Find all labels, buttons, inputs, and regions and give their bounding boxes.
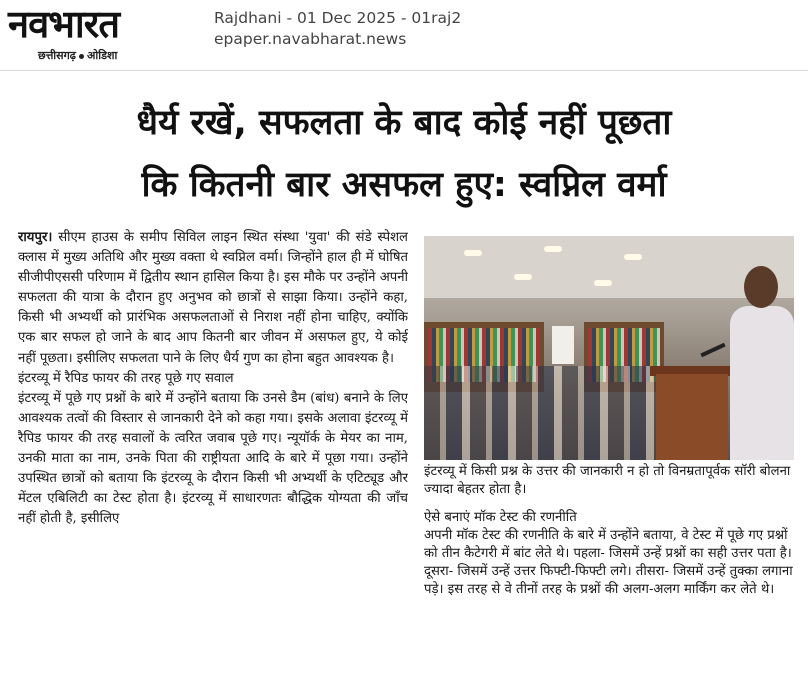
- article-paragraph-3: अपनी मॉक टेस्ट की रणनीति के बारे में उन्होंने बताया, वे टेस्ट में पूछे गए प्रश्नों को तीन कैटेगरी में बांट लेते थे। पहला- जिसमें उन्हें प्रश्नों का सही उत्तर पता है। दूसरा- जिसमें उन्हें उत्तर फिफ्टी-फिफ्टी लगे। तीसरा- जिसमें उन्हें तुक्का लगाना पड़े। इस तरह से वे तीनों तरह के प्रश्नों की अलग-अलग मार्किंग कर लेते थे।: [424, 528, 793, 597]
- ceiling-light: [594, 280, 612, 286]
- region-odisha: ओडिशा: [86, 49, 118, 62]
- microphone-icon: [700, 343, 725, 358]
- speaker-body: [730, 306, 794, 460]
- headline-line-2: कि कितनी बार असफल हुए: स्वप्निल वर्मा: [141, 165, 667, 205]
- paragraph-1-text: सीएम हाउस के समीप सिविल लाइन स्थित संस्था 'युवा' की संडे स्पेशल क्लास में मुख्य अतिथि और मुख्य वक्ता थे स्वप्निल वर्मा। जिन्होंने हाल ही में घोषित सीजीपीएससी परिणाम में द्वितीय स्थान हासिल किया है। इस मौके पर उन्होंने अपनी सफलता की यात्रा के दौरान हुए अनुभव को छात्रों से साझा किया। उन्होंने कहा, किसी भी अभ्यर्थी को प्रारंभिक असफलताओं से निराश नहीं होना चाहिए, क्योंकि एक बार सफल हो जाने के बाद आप कितनी बार जीवन में असफल हुए, ये कोई नहीं पूछता। इसीलिए सफलता पाने के लिए धैर्य गुण का होना बहुत आवश्यक है।: [18, 230, 408, 366]
- article-left-column: [18, 228, 408, 674]
- yuva-banner: [552, 326, 574, 364]
- article-headline: [0, 92, 808, 216]
- ceiling-light: [464, 250, 482, 256]
- article-paragraph-1: [18, 228, 408, 369]
- masthead-divider: [0, 70, 808, 71]
- headline-line-1: धैर्य रखें, सफलता के बाद कोई नहीं पूछता: [136, 103, 672, 143]
- region-chhattisgarh: छत्तीसगढ़: [38, 49, 76, 62]
- photo-caption: इंटरव्यू में किसी प्रश्न के उत्तर की जानकारी न हो तो विनम्रतापूर्वक सॉरी बोलना ज्यादा बेहतर होता है।: [424, 464, 791, 497]
- epaper-url[interactable]: epaper.navabharat.news: [214, 30, 407, 48]
- edition-line: Rajdhani - 01 Dec 2025 - 01raj2: [214, 9, 462, 27]
- logo-regions: [38, 48, 117, 63]
- article-subhead-1: इंटरव्यू में रैपिड फायर की तरह पूछे गए सवाल: [18, 370, 234, 386]
- dateline: रायपुर।: [18, 230, 53, 245]
- masthead: [0, 0, 808, 66]
- speaker-figure: [724, 266, 794, 460]
- newspaper-logo: [4, 2, 200, 64]
- podium: [656, 374, 728, 460]
- edition-meta: [214, 8, 461, 50]
- ceiling-light: [514, 274, 532, 280]
- article-subhead-2: ऐसे बनाएं मॉक टेस्ट की रणनीति: [424, 510, 577, 525]
- bullet-dot-icon: [79, 54, 84, 59]
- speaker-head: [744, 266, 778, 308]
- ceiling-light: [544, 246, 562, 252]
- event-photo: [424, 236, 794, 460]
- ceiling-light: [624, 254, 642, 260]
- logo-text: नवभारत: [8, 2, 119, 46]
- article-right-column: [424, 463, 796, 599]
- article-paragraph-2: इंटरव्यू में पूछे गए प्रश्नों के बारे में उन्होंने बताया कि उनसे डैम (बांध) बनाने के लिए आवश्यक तत्वों की विस्तार से जानकारी देने को कहा गया। इसके अलावा इंटरव्यू में रैपिड फायर की तरह सवालों के त्वरित जवाब पूछे गए। न्यूयॉर्क के मेयर का नाम, उनकी माता का नाम, उनके पिता की राष्ट्रीयता आदि के बारे में पूछा गया। उन्होंने उपस्थित छात्रों को बताया कि इंटरव्यू के दौरान किसी भी अभ्यर्थी के एटिट्यूड और मेंटल एबिलिटी का टेस्ट होता है। इंटरव्यू में साधारणतः बौद्धिक योग्यता की जाँच नहीं होती है, इसीलिए: [18, 390, 408, 527]
